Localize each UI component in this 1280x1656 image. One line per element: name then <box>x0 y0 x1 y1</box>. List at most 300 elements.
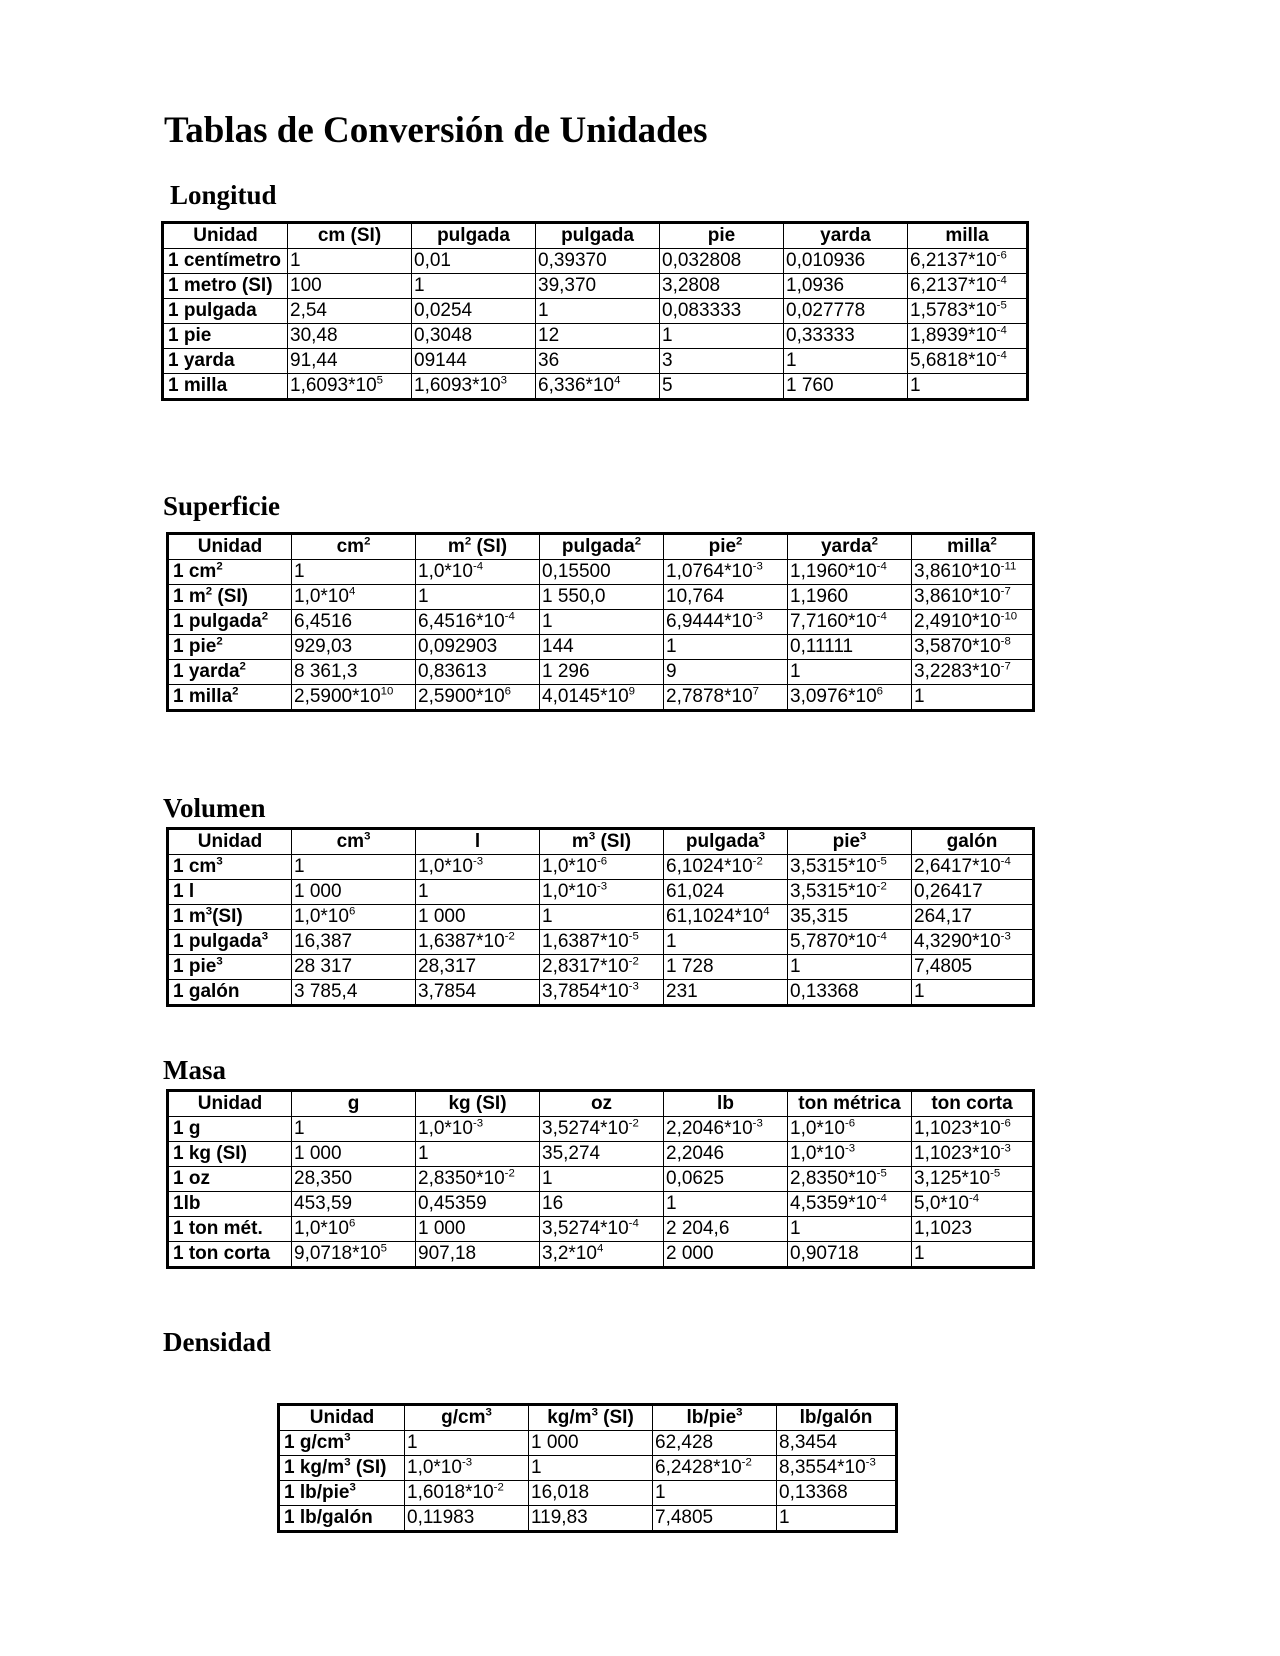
exponent: -3 <box>472 855 484 868</box>
exponent: -2 <box>741 1456 752 1469</box>
table-cell: $1,0*10^{-3}$ <box>788 1142 912 1167</box>
table-row <box>279 1431 897 1456</box>
exponent: 2 <box>871 535 879 548</box>
exponent: -4 <box>876 1192 887 1205</box>
table-row <box>163 349 1028 374</box>
table-cell: 0,0625 <box>664 1167 788 1192</box>
table-cell: 0,45359 <box>416 1192 540 1217</box>
table-cell: $5,0*10^{-4}$ <box>912 1192 1034 1217</box>
table-cell: 0,032808 <box>660 249 784 274</box>
table-cell: 0,90718 <box>788 1242 912 1268</box>
exponent: -10 <box>1000 610 1018 623</box>
table-cell: $1,0*10^4$ <box>292 585 416 610</box>
exponent: 3 <box>500 374 507 387</box>
table-cell: 6,4516 <box>292 610 416 635</box>
row-header: 1 milla$^2$ <box>168 685 292 711</box>
table-cell: $1,0*10^6$ <box>292 1217 416 1242</box>
exponent: 10 <box>380 685 394 698</box>
row-header: 1 $m^2$ (SI) <box>168 585 292 610</box>
column-header: $m^3$ (SI) <box>540 829 664 855</box>
table-cell: 1 728 <box>664 955 788 980</box>
column-header: l <box>416 829 540 855</box>
exponent: 2 <box>216 635 223 648</box>
table-cell: 0,13368 <box>788 980 912 1006</box>
table-cell: $3,0976*10^6$ <box>788 685 912 711</box>
table-cell: 2 204,6 <box>664 1217 788 1242</box>
row-header: 1 milla <box>163 374 288 400</box>
row-header: 1 pie$^2$ <box>168 635 292 660</box>
column-header: cm (SI) <box>288 223 412 249</box>
exponent: 3 <box>205 905 213 918</box>
table-cell: 1 <box>653 1481 777 1506</box>
table-cell: 1 <box>529 1456 653 1481</box>
exponent: 6 <box>348 905 356 918</box>
table-cell: $1,0*10^{-4}$ <box>416 560 540 585</box>
column-header: ton corta <box>912 1091 1034 1117</box>
table-cell: 28 317 <box>292 955 416 980</box>
row-header: 1 galón <box>168 980 292 1006</box>
table-cell: 1,1023 <box>912 1217 1034 1242</box>
table-cell: 91,44 <box>288 349 412 374</box>
table-cell: 1 296 <box>540 660 664 685</box>
table-cell: $1,0*10^6$ <box>292 905 416 930</box>
exponent: -3 <box>752 610 763 623</box>
table-cell: 7,4805 <box>912 955 1034 980</box>
table-cell: 2,2046 <box>664 1142 788 1167</box>
table-cell: 62,428 <box>653 1431 777 1456</box>
column-header: Unidad <box>168 534 292 560</box>
row-header: 1 $kg/m^3$ (SI) <box>279 1456 405 1481</box>
row-header: 1 ton corta <box>168 1242 292 1268</box>
table-cell: $1,8939*10^{-4}$ <box>908 324 1028 349</box>
table-cell: $6,2137*10^{-6}$ <box>908 249 1028 274</box>
column-header: pulgada$^3$ <box>664 829 788 855</box>
table-cell: 1 <box>664 635 788 660</box>
column-header: Unidad <box>163 223 288 249</box>
section-title-masa: Masa <box>163 1055 226 1085</box>
table-row <box>168 560 1034 585</box>
table-cell: $2,8317*10^{-2}$ <box>540 955 664 980</box>
table-cell: 1 <box>784 349 908 374</box>
exponent: 3 <box>344 1456 351 1469</box>
table-cell: $3,5315*10^{-2}$ <box>788 880 912 905</box>
header-row <box>168 829 1034 855</box>
table-row <box>168 585 1034 610</box>
exponent: -4 <box>1000 855 1011 868</box>
table-cell: 1 <box>540 1167 664 1192</box>
table-row <box>279 1481 897 1506</box>
table-cell: $3,5274*10^{-2}$ <box>540 1117 664 1142</box>
exponent: 3 <box>758 830 766 843</box>
exponent: -3 <box>1000 930 1011 943</box>
table-cell: $6,9444*10^{-3}$ <box>664 610 788 635</box>
table-cell: 3,7854 <box>416 980 540 1006</box>
table-cell: 100 <box>288 274 412 299</box>
table-cell: $2,4910*10^{-10}$ <box>912 610 1034 635</box>
exponent: 3 <box>364 830 371 843</box>
table-cell: 1 000 <box>529 1431 653 1456</box>
table-cell: 453,59 <box>292 1192 416 1217</box>
table-cell: $1,6093*10^5$ <box>288 374 412 400</box>
table-cell: 3,2808 <box>660 274 784 299</box>
table-cell: 0,083333 <box>660 299 784 324</box>
exponent: -4 <box>996 349 1007 362</box>
table-cell: $1,0*10^{-3}$ <box>405 1456 529 1481</box>
exponent: -6 <box>996 249 1007 262</box>
table-cell: $6,336*10^4$ <box>536 374 660 400</box>
column-header: pie <box>660 223 784 249</box>
table-cell: 0,11983 <box>405 1506 529 1532</box>
row-header: 1 $cm^2$ <box>168 560 292 585</box>
table-cell: $2,5900*10^{10}$ <box>292 685 416 711</box>
table-cell: 1 <box>292 1117 416 1142</box>
table-cell: 16,018 <box>529 1481 653 1506</box>
table-cell: 61,024 <box>664 880 788 905</box>
exponent: 3 <box>216 955 223 968</box>
section-title-longitud: Longitud <box>170 180 277 210</box>
table-cell: $3,5870*10^{-8}$ <box>912 635 1034 660</box>
column-header: Unidad <box>168 829 292 855</box>
table-cell: $1,0*10^{-3}$ <box>416 1117 540 1142</box>
row-header: 1 lb/pie$^3$ <box>279 1481 405 1506</box>
table-cell: $5,6818*10^{-4}$ <box>908 349 1028 374</box>
table-cell: 1 <box>788 660 912 685</box>
exponent: -5 <box>990 1167 1001 1180</box>
row-header: 1 yarda$^2$ <box>168 660 292 685</box>
table-row <box>168 1142 1034 1167</box>
table-cell: $1,1023*10^{-3}$ <box>912 1142 1034 1167</box>
exponent: 2 <box>990 535 997 548</box>
table-cell: 3 785,4 <box>292 980 416 1006</box>
column-header: galón <box>912 829 1034 855</box>
exponent: 6 <box>876 685 883 698</box>
table-cell: 0,01 <box>412 249 536 274</box>
column-header: $cm^2$ <box>292 534 416 560</box>
table-cell: $3,8610*10^{-7}$ <box>912 585 1034 610</box>
column-header: milla$^2$ <box>912 534 1034 560</box>
table-cell: 16,387 <box>292 930 416 955</box>
table-cell: 1 <box>908 374 1028 400</box>
exponent: -3 <box>628 980 639 993</box>
table-cell: 1 <box>288 249 412 274</box>
table-cell: $1,0764*10^{-3}$ <box>664 560 788 585</box>
table-cell: 1 <box>540 905 664 930</box>
table-cell: $3,7854*10^{-3}$ <box>540 980 664 1006</box>
row-header: 1 pie$^3$ <box>168 955 292 980</box>
exponent: -3 <box>461 1456 473 1469</box>
table-cell: 1 <box>660 324 784 349</box>
table-cell: 0,33333 <box>784 324 908 349</box>
table-cell: 1 <box>664 1192 788 1217</box>
table-cell: 1 <box>912 980 1034 1006</box>
table-cell: $6,2428*10^{-2}$ <box>653 1456 777 1481</box>
table-cell: $8,3554*10^{-3}$ <box>777 1456 897 1481</box>
header-row <box>279 1405 897 1431</box>
table-cell: $61,1024*10^4$ <box>664 905 788 930</box>
table-cell: $1,1960*10^{-4}$ <box>788 560 912 585</box>
table-row <box>168 880 1034 905</box>
table-row <box>279 1456 897 1481</box>
table-row <box>168 1192 1034 1217</box>
column-header: yarda$^2$ <box>788 534 912 560</box>
table-cell: 09144 <box>412 349 536 374</box>
table-cell: $2,7878*10^7$ <box>664 685 788 711</box>
row-header: 1 yarda <box>163 349 288 374</box>
table-cell: $3,5274*10^{-4}$ <box>540 1217 664 1242</box>
table-cell: 28,350 <box>292 1167 416 1192</box>
exponent: -2 <box>504 930 515 943</box>
exponent: -7 <box>1000 660 1011 673</box>
table-cell: 1 <box>416 585 540 610</box>
row-header: 1 lb/galón <box>279 1506 405 1532</box>
exponent: 2 <box>232 685 239 698</box>
table-cell: 35,274 <box>540 1142 664 1167</box>
table-cell: 0,83613 <box>416 660 540 685</box>
exponent: -6 <box>1000 1117 1011 1130</box>
table-cell: 0,010936 <box>784 249 908 274</box>
row-header: 1 oz <box>168 1167 292 1192</box>
exponent: -2 <box>628 955 639 968</box>
table-cell: 3 <box>660 349 784 374</box>
table-masa <box>166 1089 1035 1269</box>
exponent: -4 <box>968 1192 980 1205</box>
table-cell: $2,5900*10^6$ <box>416 685 540 711</box>
exponent: -4 <box>472 560 484 573</box>
column-header: $kg/m^3$ (SI) <box>529 1405 653 1431</box>
table-cell: 119,83 <box>529 1506 653 1532</box>
column-header: g <box>292 1091 416 1117</box>
table-cell: 1 000 <box>292 880 416 905</box>
exponent: -3 <box>752 1117 763 1130</box>
exponent: -2 <box>628 1117 639 1130</box>
row-header: 1 $g/cm^3$ <box>279 1431 405 1456</box>
exponent: -4 <box>996 274 1007 287</box>
table-cell: 1 <box>912 1242 1034 1268</box>
exponent: -4 <box>876 610 887 623</box>
table-row <box>168 1117 1034 1142</box>
table-cell: $2,8350*10^{-5}$ <box>788 1167 912 1192</box>
column-header: ton métrica <box>788 1091 912 1117</box>
table-cell: 0,15500 <box>540 560 664 585</box>
table-cell: $1,6018*10^{-2}$ <box>405 1481 529 1506</box>
exponent: 3 <box>216 855 223 868</box>
exponent: -5 <box>628 930 639 943</box>
table-cell: $3,125*10^{-5}$ <box>912 1167 1034 1192</box>
header-row <box>168 1091 1034 1117</box>
table-row <box>168 855 1034 880</box>
table-cell: 929,03 <box>292 635 416 660</box>
row-header: 1 pulgada$^2$ <box>168 610 292 635</box>
table-cell: 16 <box>540 1192 664 1217</box>
row-header: 1 metro (SI) <box>163 274 288 299</box>
exponent: -3 <box>844 1142 856 1155</box>
row-header: 1 g <box>168 1117 292 1142</box>
table-cell: $1,6387*10^{-2}$ <box>416 930 540 955</box>
table-cell: $1,6387*10^{-5}$ <box>540 930 664 955</box>
table-row <box>168 1167 1034 1192</box>
exponent: 4 <box>614 374 621 387</box>
header-row <box>163 223 1028 249</box>
table-cell: 231 <box>664 980 788 1006</box>
table-cell: $1,0*10^{-3}$ <box>540 880 664 905</box>
row-header: 1 $m^3(SI)$ <box>168 905 292 930</box>
column-header: lb/galón <box>777 1405 897 1431</box>
column-header: $m^2$ (SI) <box>416 534 540 560</box>
table-cell: 1 000 <box>416 905 540 930</box>
exponent: 2 <box>239 660 246 673</box>
table-row <box>163 249 1028 274</box>
section-title-superficie: Superficie <box>163 491 280 521</box>
exponent: 3 <box>261 930 269 943</box>
exponent: 3 <box>349 1481 356 1494</box>
table-cell: 1 <box>788 955 912 980</box>
row-header: 1 centímetro <box>163 249 288 274</box>
table-cell: 0,39370 <box>536 249 660 274</box>
table-cell: 1,0936 <box>784 274 908 299</box>
table-cell: 39,370 <box>536 274 660 299</box>
exponent: -5 <box>876 1167 887 1180</box>
exponent: -2 <box>504 1167 515 1180</box>
exponent: -11 <box>1000 560 1017 573</box>
column-header: pulgada$^2$ <box>540 534 664 560</box>
exponent: 3 <box>591 1406 598 1419</box>
exponent: 2 <box>736 535 743 548</box>
table-cell: 1,1960 <box>788 585 912 610</box>
row-header: 1 pulgada$^3$ <box>168 930 292 955</box>
exponent: 2 <box>205 585 213 598</box>
exponent: -4 <box>876 560 887 573</box>
exponent: -6 <box>844 1117 856 1130</box>
column-header: Unidad <box>279 1405 405 1431</box>
table-cell: 7,4805 <box>653 1506 777 1532</box>
table-cell: 1 <box>536 299 660 324</box>
exponent: 4 <box>348 585 356 598</box>
table-cell: $2,8350*10^{-2}$ <box>416 1167 540 1192</box>
exponent: 4 <box>596 1242 604 1255</box>
exponent: 6 <box>504 685 511 698</box>
exponent: -7 <box>1000 585 1011 598</box>
table-cell: 1 <box>416 880 540 905</box>
exponent: -3 <box>472 1117 484 1130</box>
table-cell: 1 000 <box>416 1217 540 1242</box>
table-cell: 2,54 <box>288 299 412 324</box>
table-cell: $3,2283*10^{-7}$ <box>912 660 1034 685</box>
exponent: 3 <box>736 1406 743 1419</box>
column-header: milla <box>908 223 1028 249</box>
table-cell: 264,17 <box>912 905 1034 930</box>
table-cell: 1 <box>405 1431 529 1456</box>
header-row <box>168 534 1034 560</box>
table-cell: 907,18 <box>416 1242 540 1268</box>
table-row <box>168 1217 1034 1242</box>
table-row <box>279 1506 897 1532</box>
exponent: -6 <box>596 855 608 868</box>
exponent: 5 <box>376 374 383 387</box>
table-cell: $1,1023*10^{-6}$ <box>912 1117 1034 1142</box>
section-title-densidad: Densidad <box>163 1327 272 1357</box>
table-cell: $4,0145*10^9$ <box>540 685 664 711</box>
table-row <box>168 1242 1034 1268</box>
table-cell: 30,48 <box>288 324 412 349</box>
table-superficie <box>166 532 1035 712</box>
table-row <box>163 274 1028 299</box>
exponent: 3 <box>485 1406 492 1419</box>
row-header: 1lb <box>168 1192 292 1217</box>
column-header: kg (SI) <box>416 1091 540 1117</box>
exponent: 2 <box>216 560 223 573</box>
table-row <box>168 930 1034 955</box>
column-header: $cm^3$ <box>292 829 416 855</box>
table-cell: 0,092903 <box>416 635 540 660</box>
table-cell: $9,0718*10^5$ <box>292 1242 416 1268</box>
table-cell: $1,6093*10^3$ <box>412 374 536 400</box>
exponent: 2 <box>261 610 269 623</box>
exponent: 5 <box>380 1242 387 1255</box>
column-header: lb/pie$^3$ <box>653 1405 777 1431</box>
table-cell: 5 <box>660 374 784 400</box>
column-header: lb <box>664 1091 788 1117</box>
column-header: Unidad <box>168 1091 292 1117</box>
exponent: 2 <box>364 535 371 548</box>
table-cell: $4,3290*10^{-3}$ <box>912 930 1034 955</box>
table-cell: 1 <box>788 1217 912 1242</box>
table-volumen <box>166 827 1035 1007</box>
exponent: 3 <box>588 830 596 843</box>
table-cell: $6,4516*10^{-4}$ <box>416 610 540 635</box>
table-cell: 1 <box>777 1506 897 1532</box>
exponent: -4 <box>628 1217 639 1230</box>
table-longitud <box>161 221 1029 401</box>
table-cell: 1 <box>540 610 664 635</box>
table-cell: $3,2*10^4$ <box>540 1242 664 1268</box>
table-cell: 0,027778 <box>784 299 908 324</box>
table-cell: 1 550,0 <box>540 585 664 610</box>
table-cell: $6,2137*10^{-4}$ <box>908 274 1028 299</box>
exponent: -2 <box>752 855 763 868</box>
row-header: 1 kg (SI) <box>168 1142 292 1167</box>
exponent: -3 <box>596 880 608 893</box>
exponent: -2 <box>876 880 887 893</box>
column-header: yarda <box>784 223 908 249</box>
table-cell: 0,11111 <box>788 635 912 660</box>
table-cell: 2 000 <box>664 1242 788 1268</box>
table-row <box>168 610 1034 635</box>
table-cell: 1 <box>416 1142 540 1167</box>
table-cell: 1 760 <box>784 374 908 400</box>
exponent: 3 <box>860 830 867 843</box>
table-cell: 0,0254 <box>412 299 536 324</box>
table-cell: $1,0*10^{-6}$ <box>788 1117 912 1142</box>
table-cell: $1,0*10^{-3}$ <box>416 855 540 880</box>
exponent: 9 <box>628 685 635 698</box>
exponent: 4 <box>763 905 770 918</box>
table-cell: 1 000 <box>292 1142 416 1167</box>
table-cell: 0,26417 <box>912 880 1034 905</box>
table-cell: 144 <box>540 635 664 660</box>
exponent: -8 <box>1000 635 1011 648</box>
page-title: Tablas de Conversión de Unidades <box>164 110 708 151</box>
row-header: 1 pulgada <box>163 299 288 324</box>
table-cell: $3,5315*10^{-5}$ <box>788 855 912 880</box>
table-row <box>163 374 1028 400</box>
table-row <box>168 660 1034 685</box>
table-cell: 1 <box>292 855 416 880</box>
table-cell: 1 <box>912 685 1034 711</box>
table-cell: 0,13368 <box>777 1481 897 1506</box>
table-row <box>168 980 1034 1006</box>
table-row <box>168 905 1034 930</box>
table-cell: $5,7870*10^{-4}$ <box>788 930 912 955</box>
